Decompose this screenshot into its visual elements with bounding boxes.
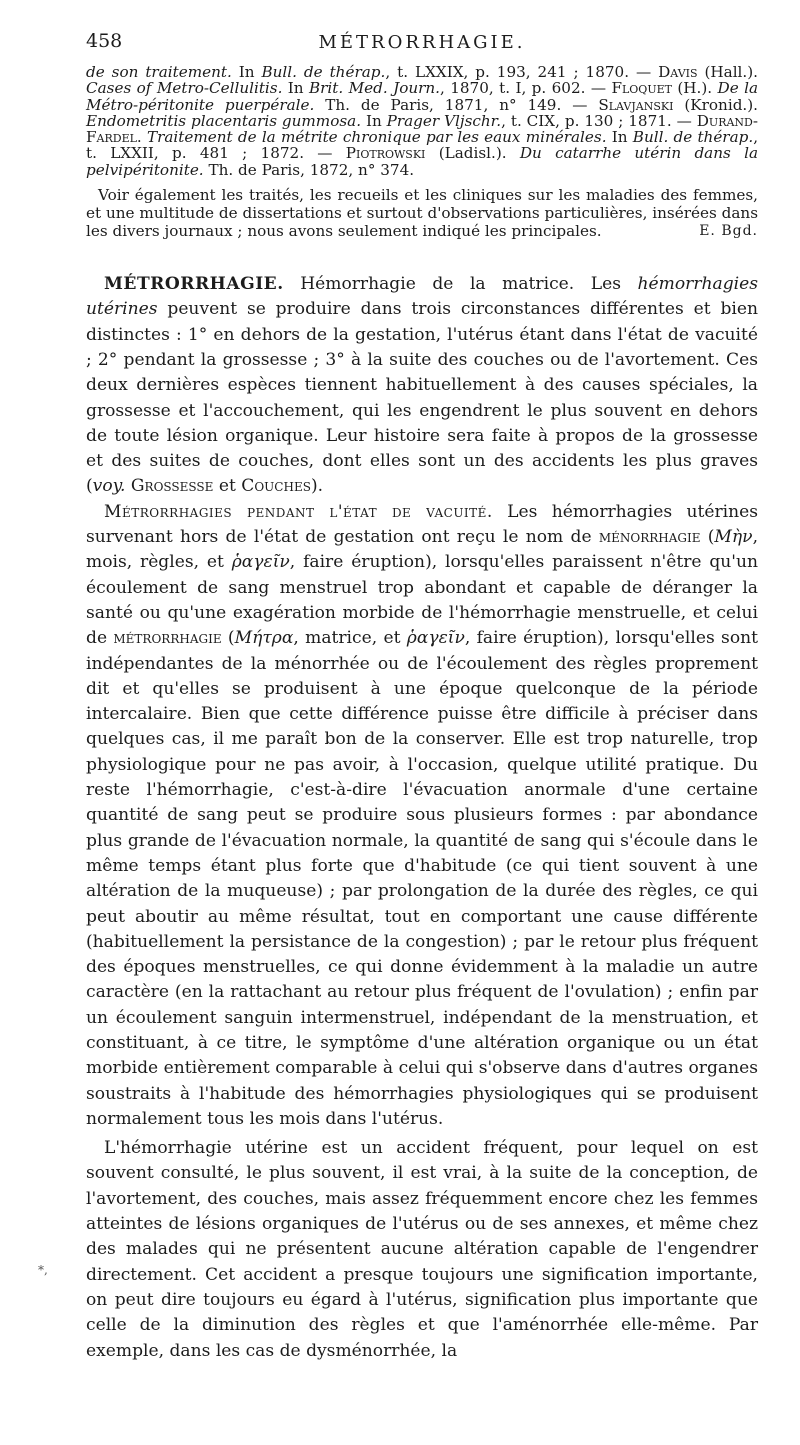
ref-text: , t. LXXIX, p. 193, 241 ; 1870. —	[385, 63, 659, 81]
paragraph-text: Les hémorrhagies utérines survenant hors de l'état de gestation ont reçu le nom de	[86, 501, 758, 548]
defined-term: ménorrhagie	[598, 527, 701, 548]
paragraph-text: , mois, règles, et	[86, 527, 758, 573]
greek-term: ῥαγεῖν	[231, 552, 290, 573]
paragraph-text: (	[700, 527, 715, 548]
ref-title: Cases of Metro-Cellulitis.	[86, 79, 283, 98]
ref-text: (H.).	[671, 79, 718, 98]
paragraph-text: , faire éruption), lorsqu'elles sont indépendantes de la ménorrhée ou de l'écoulement des règles proprement dit et qu'elles se produisent à une époque quelconque de la période intercalaire. Bien que cette différence puisse être difficile à préciser dans quelques cas, il me paraît bon de la conserver. Elle est trop naturelle, trop physiologique pour ne pas avoir, à l'occasion, quelque utilité pratique. Du reste l'hémorrhagie, c'est-à-dire l'évacuation anormale d'une certaine quantité de sang peut se produire sous plusieurs formes : par abondance plus grande de l'évacuation normale, la quantité de sang qui s'écoule dans le même temps étant plus forte que d'habitude (ce qui tient souvent à une altération de la muqueuse) ; par prolongation de la durée des règles, ce qui peut aboutir au même résultat, tout en comportant une cause différente (habituellement la persistance de la congestion) ; par le retour plus fréquent des époques menstruelles, ce qui donne évidemment à la maladie un autre caractère (en la rattachant au retour plus fréquent de l'ovulation) ; enfin par un écoulement sanguin intermenstruel, indépendant de la menstruation, et constituant, à ce titre, le symptôme d'une altération organique ou un état morbide entièrement comparable à celui qui s'observe dans d'autres organes soustraits à l'habitude des hémorrhagies physiologiques qui se produisent normalement tous les mois dans l'utérus.	[86, 628, 758, 1129]
cross-reference: Grossesse	[130, 476, 214, 497]
greek-term: ῥαγεῖν	[406, 628, 465, 649]
note-text: Voir également les traités, les recueils et les cliniques sur les maladies des femmes, et une multitude de dissertations et surtout d'observations particulières, insérées dans les divers journaux ; nous avons seulement indiqué les principales.	[86, 186, 758, 241]
cross-reference: Couches	[241, 476, 311, 497]
article-metrorrhagie	[86, 272, 758, 1364]
page-number: 458	[86, 30, 123, 52]
paragraph-text: , faire éruption), lorsqu'elles paraissent n'être qu'un écoulement de sang menstruel trop abondant et capable de déranger la santé ou qu'une exagération morbide de l'hémorrhagie menstruelle, et celui de	[86, 552, 758, 649]
paragraph-text: Hémorrhagie de la matrice. Les	[283, 274, 638, 295]
ref-journal: Bull. de thérap.	[261, 63, 386, 81]
section-heading: Métrorrhagies pendant l'état de vacuité.	[104, 501, 493, 522]
article-paragraph	[86, 1136, 758, 1364]
ref-author: Piotrowski	[345, 144, 426, 163]
ref-title: Endometritis placentaris gummosa.	[86, 111, 362, 130]
paragraph-text: L'hémorrhagie utérine est un accident fréquent, pour lequel on est souvent consulté, le plus souvent, il est vrai, à la suite de la conception, de l'avortement, des couches, mais assez fréquemment encore chez les femmes atteintes de lésions organiques de l'utérus ou de ses annexes, et même chez des malades qui ne présentent aucune altération capable de l'engendrer directement. Cet accident a presque toujours une signification importante, on peut dire toujours eu égard à l'utérus, signification plus importante que celle de la diminution des règles et que l'aménorrhée elle-même. Par exemple, dans les cas de dysménorrhée, la	[86, 1138, 758, 1361]
paragraph-text: et	[213, 476, 242, 497]
greek-term: Μὴν	[714, 527, 753, 548]
ref-title: Traitement de la métrite chronique par les eaux minérales.	[146, 128, 607, 147]
margin-mark: *,	[38, 1263, 48, 1277]
ref-author: Durand-Fardel.	[86, 111, 758, 147]
paragraph-text: ).	[310, 476, 324, 497]
ref-journal: Bull. de thérap.	[632, 128, 754, 147]
ref-text: Th. de Paris, 1871, n° 149. —	[314, 95, 599, 114]
ref-journal: Brit. Med. Journ.	[309, 79, 440, 98]
ref-title: Du catarrhe utérin dans la pelvipéritonite.	[86, 144, 758, 179]
article-paragraph	[86, 500, 758, 1132]
defined-term: métrorrhagie	[113, 628, 222, 649]
article-paragraph	[86, 272, 758, 500]
cross-reference-marker: voy.	[92, 476, 126, 497]
running-title: MÉTRORRHAGIE.	[318, 32, 526, 53]
greek-term: Μήτρα	[234, 628, 294, 649]
ref-text: , t. LXXII, p. 481 ; 1872. —	[86, 128, 759, 163]
ref-text: (Ladisl.).	[425, 144, 520, 163]
ref-text: In	[361, 111, 387, 130]
paragraph-text: peuvent se produire dans trois circonstances différentes et bien distinctes : 1° en dehors de la gestation, l'utérus étant dans l'état de vacuité ; 2° pendant la grossesse ; 3° à la suite des couches ou de l'avortement. Ces deux dernières espèces tiennent habituellement à des causes spéciales, la grossesse et l'accouchement, qui les engendrent le plus souvent en dehors de toute lésion organique. Leur histoire sera faite à propos de la grossesse et des suites de couches, dont elles sont un des accidents les plus graves (	[86, 299, 758, 497]
ref-author: Floquet	[611, 79, 672, 98]
ref-text: Th. de Paris, 1872, n° 374.	[203, 160, 415, 179]
ref-author: Davis	[658, 63, 698, 81]
bibliography	[86, 64, 758, 178]
author-signature: E. Bgd.	[699, 223, 758, 240]
ref-author: Slavjanski	[598, 95, 674, 114]
ref-text: , 1870, t. I, p. 602. —	[440, 79, 612, 98]
italic-term: hémorrhagies utérines	[86, 274, 758, 320]
ref-journal: Prager Vljschr.	[386, 111, 502, 130]
ref-title: de son traitement.	[86, 63, 232, 81]
ref-text: In	[606, 128, 633, 147]
ref-title: De la Métro-péritonite puerpérale.	[86, 79, 759, 114]
article-headword: MÉTRORRHAGIE.	[104, 274, 284, 295]
ref-text: (Hall.).	[697, 63, 758, 81]
ref-text: In	[282, 79, 309, 98]
page	[86, 30, 758, 1364]
bibliography-note	[86, 186, 758, 240]
running-header	[86, 30, 758, 64]
paragraph-text: , matrice, et	[293, 628, 407, 649]
paragraph-text: (	[221, 628, 235, 649]
ref-text: (Kronid.).	[673, 95, 759, 114]
ref-text: , t. CIX, p. 130 ; 1871. —	[501, 111, 697, 130]
ref-text: In	[231, 63, 262, 81]
